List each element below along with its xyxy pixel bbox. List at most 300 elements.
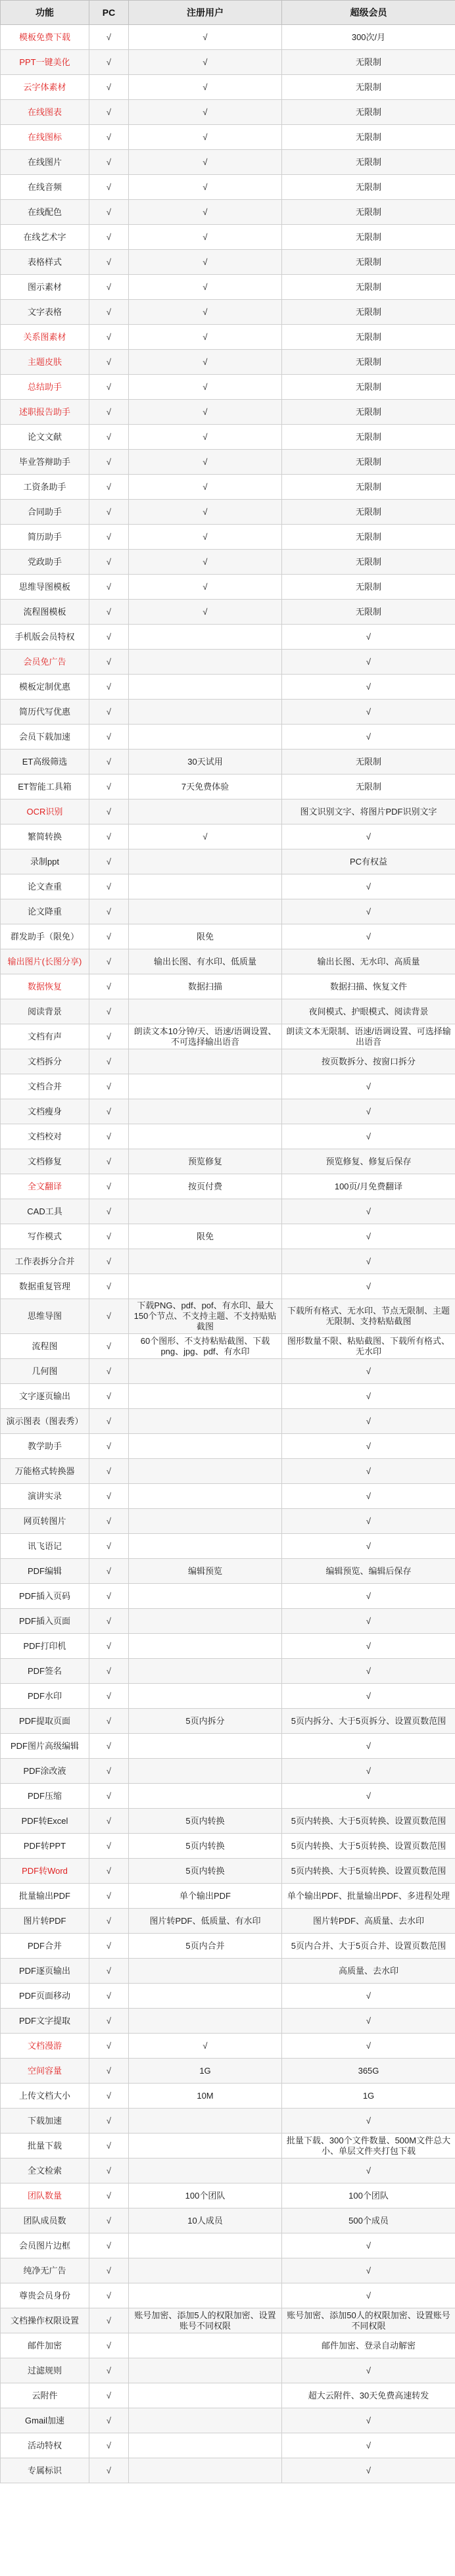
- pc-cell: √: [89, 874, 129, 899]
- feature-cell: 几何图: [1, 1359, 89, 1384]
- table-row: [1, 1734, 455, 1759]
- registered-cell: √: [129, 824, 282, 849]
- feature-cell: 下载加速: [1, 2109, 89, 2134]
- table-row: [1, 1049, 455, 1074]
- registered-cell: 账号加密、添加5人的权限加密、设置账号不同权限: [129, 2308, 282, 2333]
- registered-cell: [129, 2159, 282, 2183]
- pc-cell: √: [89, 1334, 129, 1359]
- table-row: [1, 824, 455, 849]
- vip-cell: √: [282, 1684, 455, 1709]
- pc-cell: √: [89, 125, 129, 150]
- table-header-row: [1, 1, 455, 25]
- feature-cell: 图示素材: [1, 275, 89, 300]
- pc-cell: √: [89, 725, 129, 750]
- table-row: [1, 1684, 455, 1709]
- registered-cell: 编辑预览: [129, 1559, 282, 1584]
- registered-cell: 7天免费体验: [129, 775, 282, 799]
- registered-cell: [129, 1409, 282, 1434]
- vip-cell: 预览修复、修复后保存: [282, 1149, 455, 1174]
- vip-cell: √: [282, 1359, 455, 1384]
- vip-cell: √: [282, 1224, 455, 1249]
- feature-cell: 关系图素材: [1, 325, 89, 350]
- table-row: [1, 1149, 455, 1174]
- table-row: [1, 2433, 455, 2458]
- table-row: [1, 924, 455, 949]
- feature-cell: 在线配色: [1, 200, 89, 225]
- registered-cell: [129, 1634, 282, 1659]
- table-row: [1, 1934, 455, 1959]
- vip-cell: 单个输出PDF、批量输出PDF、多进程处理: [282, 1884, 455, 1909]
- table-row: [1, 1534, 455, 1559]
- pc-cell: √: [89, 1484, 129, 1509]
- table-row: [1, 1249, 455, 1274]
- vip-cell: √: [282, 650, 455, 675]
- feature-cell: PDF文字提取: [1, 2009, 89, 2034]
- registered-cell: [129, 1959, 282, 1984]
- table-row: [1, 500, 455, 525]
- pc-cell: √: [89, 2333, 129, 2358]
- vip-cell: 无限制: [282, 200, 455, 225]
- registered-cell: [129, 999, 282, 1024]
- table-row: [1, 50, 455, 75]
- pc-cell: √: [89, 1459, 129, 1484]
- feature-cell: 数据恢复: [1, 974, 89, 999]
- vip-cell: √: [282, 1984, 455, 2009]
- vip-cell: 无限制: [282, 575, 455, 600]
- vip-cell: √: [282, 725, 455, 750]
- pc-cell: √: [89, 2433, 129, 2458]
- table-row: [1, 2159, 455, 2183]
- feature-cell: PDF压缩: [1, 1784, 89, 1809]
- feature-cell: 会员下载加速: [1, 725, 89, 750]
- vip-cell: PC有权益: [282, 849, 455, 874]
- pc-cell: √: [89, 824, 129, 849]
- table-row: [1, 375, 455, 400]
- vip-cell: 无限制: [282, 275, 455, 300]
- pc-cell: √: [89, 2183, 129, 2208]
- vip-cell: 下载所有格式、无水印、节点无限制、主题无限制、支持粘贴截图: [282, 1299, 455, 1334]
- vip-cell: 无限制: [282, 775, 455, 799]
- table-row: [1, 2308, 455, 2333]
- feature-cell: 手机版会员特权: [1, 625, 89, 650]
- vip-cell: √: [282, 1534, 455, 1559]
- feature-cell: PDF提取页面: [1, 1709, 89, 1734]
- feature-cell: 录制ppt: [1, 849, 89, 874]
- vip-cell: √: [282, 824, 455, 849]
- table-row: [1, 675, 455, 700]
- registered-cell: 图片转PDF、低质量、有水印: [129, 1909, 282, 1934]
- table-row: [1, 1384, 455, 1409]
- feature-cell: 会员图片边框: [1, 2233, 89, 2258]
- table-row: [1, 325, 455, 350]
- table-row: [1, 2408, 455, 2433]
- registered-cell: 按页付费: [129, 1174, 282, 1199]
- pc-cell: √: [89, 700, 129, 725]
- feature-cell: 会员免广告: [1, 650, 89, 675]
- vip-cell: 无限制: [282, 750, 455, 775]
- vip-cell: 超大云附件、30天免费高速转发: [282, 2383, 455, 2408]
- feature-cell: 流程图模板: [1, 600, 89, 625]
- registered-cell: 30天试用: [129, 750, 282, 775]
- pc-cell: √: [89, 1684, 129, 1709]
- feature-cell: 模板定制优惠: [1, 675, 89, 700]
- registered-cell: [129, 2458, 282, 2483]
- table-row: [1, 2183, 455, 2208]
- table-row: [1, 1784, 455, 1809]
- feature-cell: 图片转PDF: [1, 1909, 89, 1934]
- registered-cell: [129, 2258, 282, 2283]
- pc-cell: √: [89, 550, 129, 575]
- table-row: [1, 1559, 455, 1584]
- feature-cell: ET智能工具箱: [1, 775, 89, 799]
- table-row: [1, 575, 455, 600]
- registered-cell: [129, 899, 282, 924]
- pc-cell: √: [89, 100, 129, 125]
- vip-cell: √: [282, 1074, 455, 1099]
- table-row: [1, 725, 455, 750]
- feature-cell: 流程图: [1, 1334, 89, 1359]
- pc-cell: √: [89, 2458, 129, 2483]
- feature-cell: PDF插入页面: [1, 1609, 89, 1634]
- feature-cell: 总结助手: [1, 375, 89, 400]
- pc-cell: √: [89, 1834, 129, 1859]
- table-row: [1, 2208, 455, 2233]
- table-row: [1, 425, 455, 450]
- table-row: [1, 2109, 455, 2134]
- pc-cell: √: [89, 1099, 129, 1124]
- table-row: [1, 225, 455, 250]
- table-row: [1, 2358, 455, 2383]
- table-row: [1, 1334, 455, 1359]
- feature-cell: 述职报告助手: [1, 400, 89, 425]
- feature-cell: 文档合并: [1, 1074, 89, 1099]
- registered-cell: [129, 2109, 282, 2134]
- vip-cell: 100页/月免费翻译: [282, 1174, 455, 1199]
- registered-cell: [129, 1274, 282, 1299]
- vip-cell: 无限制: [282, 550, 455, 575]
- vip-cell: √: [282, 1249, 455, 1274]
- pc-cell: √: [89, 1199, 129, 1224]
- pc-cell: √: [89, 450, 129, 475]
- feature-cell: 全文检索: [1, 2159, 89, 2183]
- registered-cell: 下载PNG、pdf、pof、有水印、最大150个节点、不支持主题、不支持贴贴截图: [129, 1299, 282, 1334]
- vip-cell: √: [282, 924, 455, 949]
- vip-cell: 邮件加密、登录自动解密: [282, 2333, 455, 2358]
- feature-cell: 输出图片(长图分享): [1, 949, 89, 974]
- table-row: [1, 2283, 455, 2308]
- vip-cell: 无限制: [282, 300, 455, 325]
- pc-cell: √: [89, 1024, 129, 1049]
- vip-cell: √: [282, 1274, 455, 1299]
- registered-cell: 数据扫描: [129, 974, 282, 999]
- pc-cell: √: [89, 1124, 129, 1149]
- vip-cell: 无限制: [282, 425, 455, 450]
- registered-cell: √: [129, 225, 282, 250]
- vip-cell: √: [282, 1784, 455, 1809]
- vip-cell: √: [282, 2283, 455, 2308]
- feature-cell: PDF合并: [1, 1934, 89, 1959]
- feature-cell: 过滤规则: [1, 2358, 89, 2383]
- feature-cell: PDF逐页输出: [1, 1959, 89, 1984]
- vip-cell: √: [282, 2034, 455, 2059]
- feature-cell: 空间容量: [1, 2059, 89, 2084]
- vip-cell: √: [282, 1434, 455, 1459]
- feature-cell: 教学助手: [1, 1434, 89, 1459]
- feature-cell: PDF页面移动: [1, 1984, 89, 2009]
- registered-cell: √: [129, 300, 282, 325]
- table-row: [1, 25, 455, 50]
- vip-cell: √: [282, 1459, 455, 1484]
- pc-cell: √: [89, 1984, 129, 2009]
- pc-cell: √: [89, 2283, 129, 2308]
- registered-cell: √: [129, 150, 282, 175]
- feature-cell: 云附件: [1, 2383, 89, 2408]
- table-row: [1, 1609, 455, 1634]
- table-row: [1, 1859, 455, 1884]
- vip-cell: 365G: [282, 2059, 455, 2084]
- registered-cell: [129, 625, 282, 650]
- registered-cell: [129, 2383, 282, 2408]
- table-row: [1, 1809, 455, 1834]
- pc-cell: √: [89, 1709, 129, 1734]
- vip-cell: 5页内合并、大于5页合并、设置页数范围: [282, 1934, 455, 1959]
- vip-cell: 无限制: [282, 50, 455, 75]
- feature-cell: 专属标识: [1, 2458, 89, 2483]
- table-row: [1, 350, 455, 375]
- pc-cell: √: [89, 1224, 129, 1249]
- pc-cell: √: [89, 1884, 129, 1909]
- vip-cell: 无限制: [282, 150, 455, 175]
- feature-cell: 演示图表（图表秀）: [1, 1409, 89, 1434]
- pc-cell: √: [89, 1559, 129, 1584]
- pc-cell: √: [89, 500, 129, 525]
- vip-cell: √: [282, 2458, 455, 2483]
- header-feature: 功能: [1, 1, 89, 25]
- pc-cell: √: [89, 2383, 129, 2408]
- vip-cell: √: [282, 1634, 455, 1659]
- table-row: [1, 400, 455, 425]
- header-registered-user: 注册用户: [129, 1, 282, 25]
- table-row: [1, 200, 455, 225]
- table-row: [1, 1409, 455, 1434]
- vip-cell: 无限制: [282, 500, 455, 525]
- registered-cell: [129, 2333, 282, 2358]
- feature-cell: 党政助手: [1, 550, 89, 575]
- table-row: [1, 1909, 455, 1934]
- registered-cell: √: [129, 525, 282, 550]
- registered-cell: [129, 1459, 282, 1484]
- pc-cell: √: [89, 849, 129, 874]
- table-row: [1, 1659, 455, 1684]
- registered-cell: √: [129, 275, 282, 300]
- feature-cell: PDF图片高级编辑: [1, 1734, 89, 1759]
- pc-cell: √: [89, 999, 129, 1024]
- pc-cell: √: [89, 2358, 129, 2383]
- feature-cell: 云字体素材: [1, 75, 89, 100]
- registered-cell: [129, 1684, 282, 1709]
- vip-cell: √: [282, 1509, 455, 1534]
- feature-cell: 数据重复管理: [1, 1274, 89, 1299]
- registered-cell: [129, 1074, 282, 1099]
- pc-cell: √: [89, 899, 129, 924]
- feature-cell: PDF水印: [1, 1684, 89, 1709]
- vip-cell: 无限制: [282, 375, 455, 400]
- feature-cell: 论文降重: [1, 899, 89, 924]
- table-row: [1, 2383, 455, 2408]
- vip-cell: √: [282, 2009, 455, 2034]
- pc-cell: √: [89, 1634, 129, 1659]
- feature-cell: 文档瘦身: [1, 1099, 89, 1124]
- pc-cell: √: [89, 974, 129, 999]
- pc-cell: √: [89, 50, 129, 75]
- pc-cell: √: [89, 1174, 129, 1199]
- table-row: [1, 300, 455, 325]
- vip-cell: √: [282, 1584, 455, 1609]
- pc-cell: √: [89, 1534, 129, 1559]
- table-row: [1, 1434, 455, 1459]
- pc-cell: √: [89, 275, 129, 300]
- feature-cell: 模板免费下载: [1, 25, 89, 50]
- vip-cell: √: [282, 874, 455, 899]
- registered-cell: 5页内合并: [129, 1934, 282, 1959]
- registered-cell: √: [129, 450, 282, 475]
- registered-cell: √: [129, 75, 282, 100]
- registered-cell: 5页内拆分: [129, 1709, 282, 1734]
- vip-cell: 无限制: [282, 250, 455, 275]
- vip-cell: 5页内转换、大于5页转换、设置页数范围: [282, 1809, 455, 1834]
- registered-cell: [129, 1584, 282, 1609]
- vip-cell: √: [282, 2408, 455, 2433]
- vip-cell: 数据扫描、恢复文件: [282, 974, 455, 999]
- vip-cell: √: [282, 2258, 455, 2283]
- vip-cell: √: [282, 675, 455, 700]
- pc-cell: √: [89, 2258, 129, 2283]
- feature-cell: 表格样式: [1, 250, 89, 275]
- registered-cell: [129, 1534, 282, 1559]
- pc-cell: √: [89, 1784, 129, 1809]
- header-pc: PC: [89, 1, 129, 25]
- pc-cell: √: [89, 175, 129, 200]
- feature-cell: 尊贵会员身份: [1, 2283, 89, 2308]
- registered-cell: 限免: [129, 1224, 282, 1249]
- table-row: [1, 700, 455, 725]
- registered-cell: [129, 2283, 282, 2308]
- registered-cell: √: [129, 100, 282, 125]
- registered-cell: [129, 1784, 282, 1809]
- feature-cell: 在线图表: [1, 100, 89, 125]
- table-row: [1, 2258, 455, 2283]
- pc-cell: √: [89, 675, 129, 700]
- vip-cell: 夜间模式、护眼模式、阅读背景: [282, 999, 455, 1024]
- registered-cell: 60个图形、不支持粘贴截图、下载png、jpg、pdf、有水印: [129, 1334, 282, 1359]
- vip-cell: 无限制: [282, 100, 455, 125]
- pc-cell: √: [89, 350, 129, 375]
- pc-cell: √: [89, 1609, 129, 1634]
- registered-cell: √: [129, 2034, 282, 2059]
- registered-cell: √: [129, 475, 282, 500]
- vip-cell: 无限制: [282, 525, 455, 550]
- vip-cell: √: [282, 625, 455, 650]
- registered-cell: 限免: [129, 924, 282, 949]
- vip-cell: 无限制: [282, 475, 455, 500]
- pc-cell: √: [89, 300, 129, 325]
- pc-cell: √: [89, 775, 129, 799]
- feature-cell: 写作模式: [1, 1224, 89, 1249]
- vip-cell: √: [282, 2358, 455, 2383]
- table-row: [1, 625, 455, 650]
- vip-cell: √: [282, 1409, 455, 1434]
- pc-cell: √: [89, 250, 129, 275]
- table-row: [1, 1484, 455, 1509]
- registered-cell: √: [129, 600, 282, 625]
- vip-cell: √: [282, 700, 455, 725]
- feature-cell: PDF转Word: [1, 1859, 89, 1884]
- registered-cell: 预览修复: [129, 1149, 282, 1174]
- pc-cell: √: [89, 2308, 129, 2333]
- pc-cell: √: [89, 525, 129, 550]
- feature-cell: Gmail加速: [1, 2408, 89, 2433]
- pc-cell: √: [89, 2109, 129, 2134]
- pc-cell: √: [89, 1934, 129, 1959]
- registered-cell: 100个团队: [129, 2183, 282, 2208]
- feature-cell: 工资条助手: [1, 475, 89, 500]
- feature-cell: PDF编辑: [1, 1559, 89, 1584]
- registered-cell: [129, 650, 282, 675]
- vip-cell: 批量下载、300个文件数量、500M文件总大小、单层文件夹打包下载: [282, 2134, 455, 2159]
- feature-cell: 在线艺术字: [1, 225, 89, 250]
- vip-cell: 500个成员: [282, 2208, 455, 2233]
- registered-cell: [129, 2134, 282, 2159]
- registered-cell: √: [129, 500, 282, 525]
- feature-cell: 文档有声: [1, 1024, 89, 1049]
- table-row: [1, 1759, 455, 1784]
- table-row: [1, 525, 455, 550]
- vip-cell: 高质量、去水印: [282, 1959, 455, 1984]
- feature-cell: 全文翻译: [1, 1174, 89, 1199]
- pc-cell: √: [89, 2408, 129, 2433]
- registered-cell: [129, 1049, 282, 1074]
- pc-cell: √: [89, 650, 129, 675]
- pc-cell: √: [89, 1149, 129, 1174]
- pc-cell: √: [89, 1074, 129, 1099]
- pc-cell: √: [89, 1384, 129, 1409]
- pc-cell: √: [89, 2134, 129, 2159]
- pc-cell: √: [89, 2159, 129, 2183]
- feature-cell: PDF转Excel: [1, 1809, 89, 1834]
- registered-cell: 5页内转换: [129, 1834, 282, 1859]
- registered-cell: √: [129, 125, 282, 150]
- pc-cell: √: [89, 600, 129, 625]
- registered-cell: 朗读文本10分钟/天、语速/语调设置、不可选择输出语音: [129, 1024, 282, 1049]
- vip-cell: √: [282, 1609, 455, 1634]
- pc-cell: √: [89, 1659, 129, 1684]
- feature-cell: 团队数量: [1, 2183, 89, 2208]
- vip-cell: 无限制: [282, 225, 455, 250]
- feature-cell: 阅读背景: [1, 999, 89, 1024]
- feature-cell: 文字逐页输出: [1, 1384, 89, 1409]
- feature-cell: 邮件加密: [1, 2333, 89, 2358]
- registered-cell: 10M: [129, 2084, 282, 2109]
- vip-cell: 按页数拆分、按窗口拆分: [282, 1049, 455, 1074]
- table-body: [1, 25, 455, 2483]
- table-row: [1, 1459, 455, 1484]
- table-row: [1, 1124, 455, 1149]
- vip-cell: 输出长图、无水印、高质量: [282, 949, 455, 974]
- registered-cell: [129, 1984, 282, 2009]
- table-row: [1, 775, 455, 799]
- table-row: [1, 1274, 455, 1299]
- table-row: [1, 450, 455, 475]
